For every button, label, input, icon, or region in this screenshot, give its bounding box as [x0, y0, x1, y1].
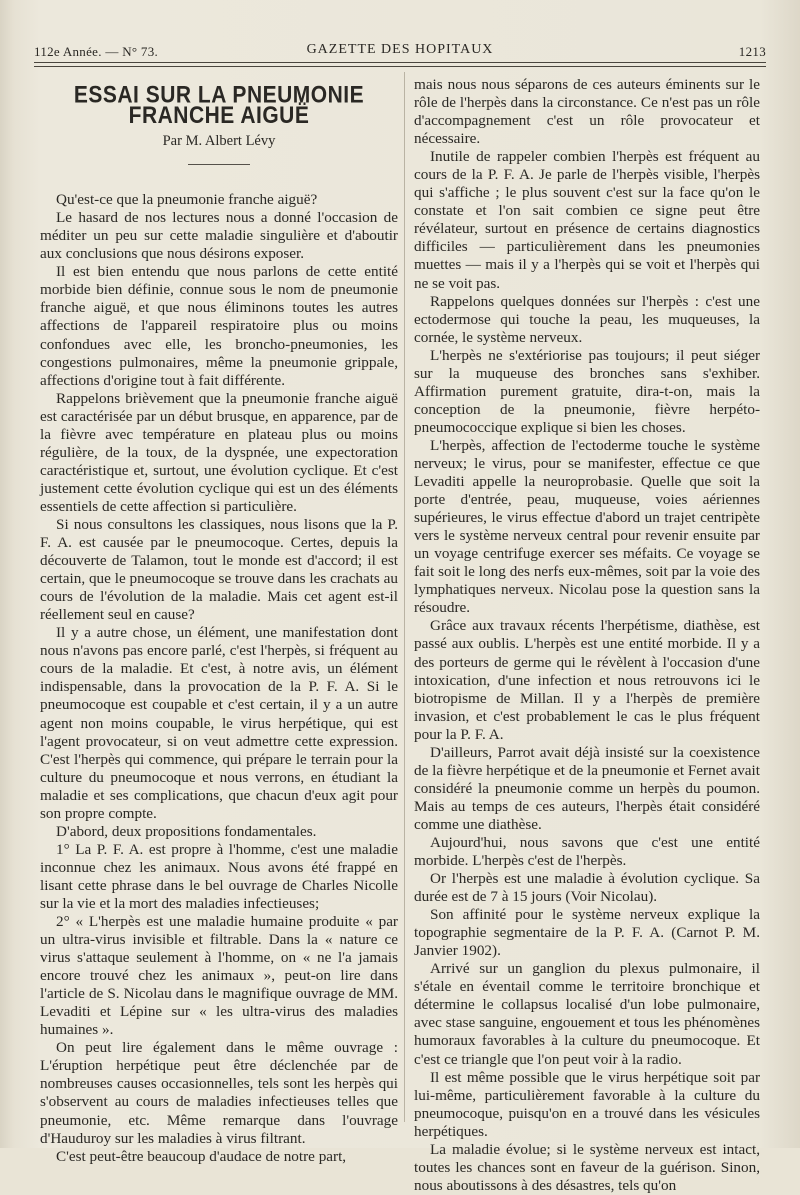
- article-title: ESSAI SUR LA PNEUMONIE FRANCHE AIGUË: [73, 81, 365, 130]
- running-header: [34, 42, 766, 62]
- paragraph: mais nous nous séparons de ces auteurs éminents sur le rôle de l'herpès dans la circonstance. Ce n'est pas un rôle d'accompagnement c'est un rôle provocateur et nécessaire.: [414, 76, 760, 148]
- paragraph: Or l'herpès est une maladie à évolution cyclique. Sa durée est de 7 à 15 jours (Voir Nicolau).: [414, 870, 760, 906]
- paragraph: C'est peut-être beaucoup d'audace de notre part,: [56, 1147, 347, 1165]
- paragraph: L'herpès ne s'extériorise pas toujours; il peut siéger sur la muqueuse des bronches sans s'exhiber. Affirmation purement gratuite, dira-t-on, mais la conception de la pneumonie, fièvre herpéto-pneumococcique explique si bien les choses.: [414, 346, 760, 436]
- paragraph: Son affinité pour le système nerveux explique la topographie segmentaire de la P. F. A. (Carnot P. M. Janvier 1902).: [414, 906, 760, 960]
- paragraph: Le hasard de nos lectures nous a donné l'occasion de méditer un peu sur cette maladie singulière et d'aboutir aux conclusions que nous désirons exposer.: [40, 209, 398, 263]
- paragraph: Inutile de rappeler combien l'herpès est fréquent au cours de la P. F. A. Je parle de l'herpès visible, l'herpès qui s'affiche ; le plus souvent c'est sur la face qu'on le constate et l'on sait combien ce signe peut être révélateur, surtout en présence de certains diagnostics difficiles — particulièrement dans les pneumonies muettes — mais il y a l'herpès qui se voit et l'herpès qui ne se voit pas.: [414, 148, 760, 292]
- paragraph: Si nous consultons les classiques, nous lisons que la P. F. A. est causée par le pneumocoque. Certes, depuis la découverte de Talamon, tout le monde est d'accord; il est certain, que le pneumocoque se trouve dans les crachats au cours de l'évolution de la maladie. Mais cet agent est-il réellement seul en cause?: [40, 515, 398, 624]
- paragraph: D'abord, deux propositions fondamentales.: [56, 822, 317, 840]
- title-separator: [188, 164, 250, 165]
- paragraph: L'herpès, affection de l'ectoderme touche le système nerveux; le virus, pour se manifester, effectue ce que Levaditi appelle la neuroprobasie. Quelle que soit la porte d'entrée, peau, muqueuse, voies aériennes supérieures, le virus effectue d'abord un trajet centripète vers le système nerveux central pour revenir ensuite par un voyage centrifuge exercer ses méfaits. Ce voyage se fait soit le long des nerfs eux-mêmes, soit par la voie des lymphatiques nerveux. Nicolau pose la question sans la résoudre.: [414, 436, 760, 617]
- paragraph: Arrivé sur un ganglion du plexus pulmonaire, il s'étale en éventail comme le territoire bronchique et détermine le collapsus localisé d'un lobe pulmonaire, avec stase sanguine, engouement et tous les phénomènes humoraux favorables à la culture du pneumocoque. Et c'est ce triangle que l'on peut voir à la radio.: [414, 960, 760, 1068]
- paragraph: Il y a autre chose, un élément, une manifestation dont nous n'avons pas encore parlé, c'est l'herpès, si fréquent au cours de la maladie. Et c'est, à notre avis, un élément indispensable, dans la provocation de la P. F. A. Si le pneumocoque est coupable et c'est certain, il y a un autre agent non moins coupable, le virus herpétique, qui est l'agent provocateur, si on veut admettre cette expression. C'est l'herpès qui commence, qui prépare le terrain pour la culture du pneumocoque et nous verrons, en étudiant la maladie et ses complications, que chacun d'eux agit pour son propre compte.: [40, 624, 398, 822]
- right-column: [414, 76, 760, 1194]
- paragraph: On peut lire également dans le même ouvrage : L'éruption herpétique peut être déclenchée par de nombreuses causes occasionnelles, tels sont les herpès qui s'observent au cours de maladies infectieuses telles que pneumonie, etc. Même remarque dans l'ouvrage d'Hauduroy sur les maladies à virus filtrant.: [40, 1039, 398, 1147]
- paragraph: Aujourd'hui, nous savons que c'est une entité morbide. L'herpès c'est de l'herpès.: [414, 833, 760, 870]
- column-divider: [404, 72, 405, 1122]
- article-author: Par M. Albert Lévy: [162, 133, 276, 150]
- paragraph: Il est bien entendu que nous parlons de cette entité morbide bien définie, connue sous le nom de pneumonie franche aiguë, et que nous éliminons toutes les autres affections de l'appareil respiratoire plus ou moins confondues avec elle, les broncho-pneumonies, les congestions pulmonaires, même la pneumonie grippale, affections d'origine tout à fait différente.: [40, 263, 398, 389]
- paragraph: Rappelons brièvement que la pneumonie franche aiguë est caractérisée par un début brusque, en apparence, par de la fièvre avec température en plateau plus ou moins régulière, de la toux, de la dyspnée, une expectoration caractéristique et, surtout, une évolution cyclique. Et c'est justement cette évolution cyclique qui est un des éléments essentiels de cette affection si particulière.: [40, 389, 398, 515]
- header-double-rule: [34, 62, 766, 67]
- paragraph: Rappelons quelques données sur l'herpès : c'est une ectodermose qui touche la peau, les muqueuses, la cornée, le système nerveux.: [414, 292, 760, 346]
- volume-issue: 112e Année. — N° 73.: [34, 44, 159, 59]
- paragraph: La maladie évolue; si le système nerveux est intact, toutes les chances sont en faveur de la guérison. Sinon, nous aboutissons à des désastres, tels qu'on: [414, 1140, 760, 1194]
- paragraph: Il est même possible que le virus herpétique soit par lui-même, particulièrement favorable à la culture du pneumocoque, puisqu'on en a trouvé dans les vésicules herpétiques.: [414, 1068, 760, 1140]
- paragraph: Qu'est-ce que la pneumonie franche aiguë?: [56, 191, 318, 209]
- paragraph: Grâce aux travaux récents l'herpétisme, diathèse, est passé aux oublis. L'herpès est une entité morbide. Il y a des porteurs de germe qui le révèlent à l'occasion d'une intoxication, d'une infection et nous retrouvons ici le biotropisme de Millan. Il y a l'herpès de première invasion, et c'est probablement le cas le plus fréquent pour la P. F. A.: [414, 617, 760, 743]
- paragraph: 1° La P. F. A. est propre à l'homme, c'est une maladie inconnue chez les animaux. Nous avons été frappé en lisant cette phrase dans le bel ouvrage de Charles Nicolle sur la vie et la mort des maladies infectieuses;: [40, 840, 398, 912]
- paragraph: D'ailleurs, Parrot avait déjà insisté sur la coexistence de la fièvre herpétique et de la pneumonie et Fernet avait considéré la pneumonie comme un herpès du poumon. Mais au temps de ces auteurs, l'herpès était considéré comme une diathèse.: [414, 743, 760, 833]
- left-column: [40, 72, 398, 1165]
- journal-title: GAZETTE DES HOPITAUX: [306, 42, 494, 57]
- paragraph: 2° « L'herpès est une maladie humaine produite « par un ultra-virus invisible et filtrable. Dans la « nature ce virus s'attaque seulement à l'homme, on « ne l'a jamais encore trouvé chez les animaux », peut-on lire dans l'article de S. Nicolau dans le magnifique ouvrage de MM. Levaditi et Lépine sur « les ultra-virus des maladies humaines ».: [40, 913, 398, 1039]
- page-number: 1213: [738, 44, 766, 59]
